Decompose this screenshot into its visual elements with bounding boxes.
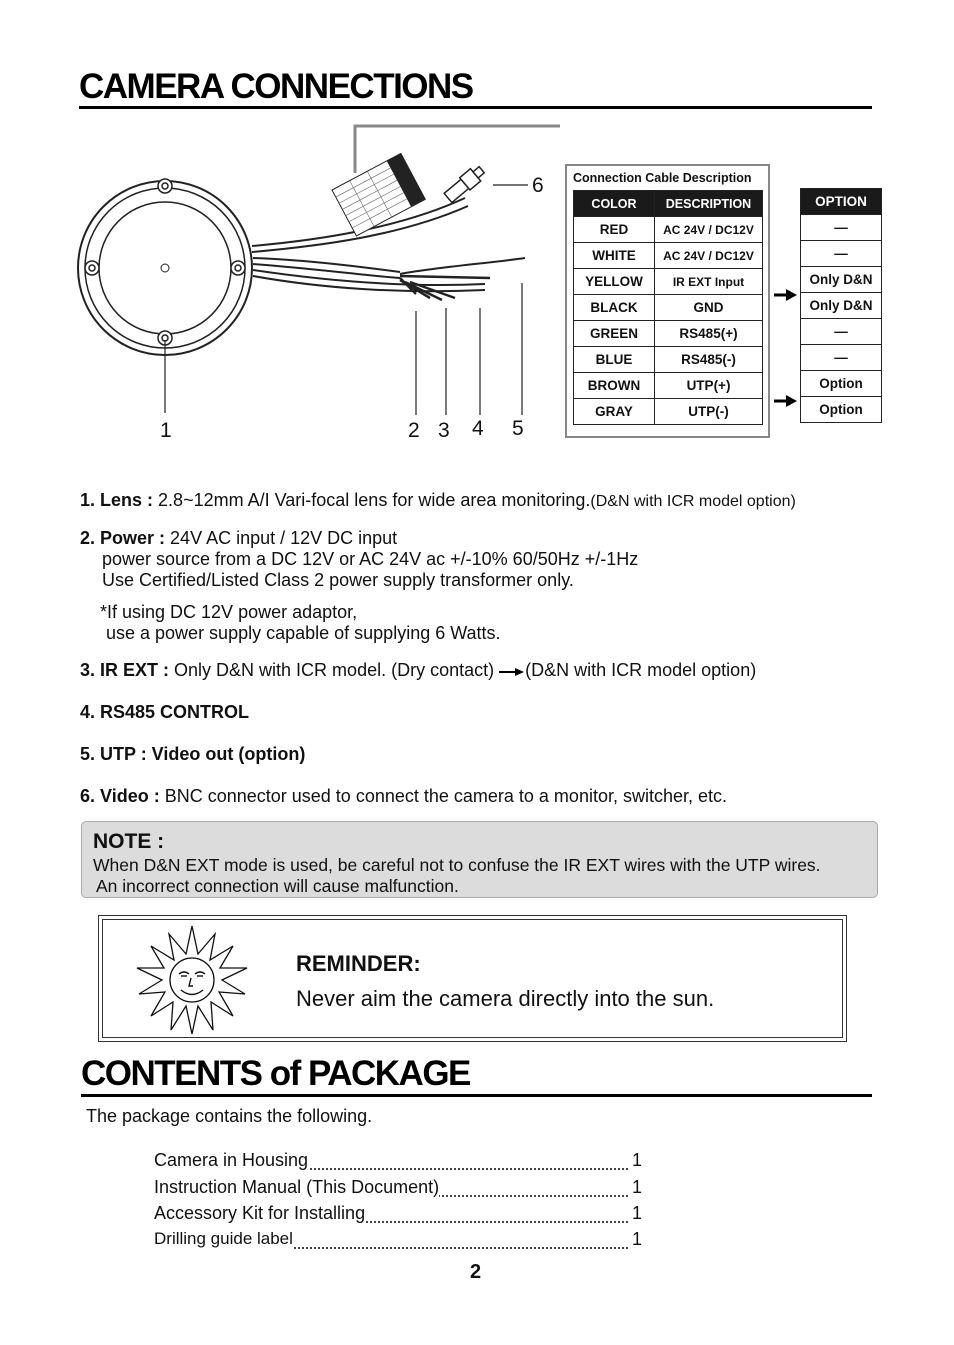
callout-3: 3	[438, 419, 450, 442]
table-row	[574, 321, 763, 347]
color-header: COLOR	[574, 191, 655, 217]
list-item	[154, 1150, 642, 1174]
item-power	[80, 528, 638, 644]
item-label: 6. Video :	[80, 786, 160, 806]
item-note: (D&N with ICR model option)	[525, 660, 757, 680]
item-rs485	[80, 702, 249, 723]
note-line-1: When D&N EXT mode is used, be careful not to confuse the IR EXT wires with the UTP wires.	[93, 855, 821, 875]
option-cell: Only D&N	[801, 267, 882, 293]
item-note: use a power supply capable of supplying 6 Watts.	[106, 623, 501, 643]
sun-icon	[135, 924, 249, 1036]
table-row	[574, 243, 763, 269]
cable-table-title: Connection Cable Description	[573, 171, 752, 185]
option-cell: —	[801, 241, 882, 267]
option-table	[800, 188, 882, 423]
item-label: 2. Power :	[80, 528, 166, 548]
item-label: 1. Lens :	[80, 490, 154, 510]
option-cell: —	[801, 215, 882, 241]
reminder-box	[98, 915, 847, 1042]
table-row	[574, 217, 763, 243]
item-text: BNC connector used to connect the camera to a monitor, switcher, etc.	[164, 786, 727, 806]
arrow-right-icon	[499, 661, 525, 682]
item-text-line: power source from a DC 12V or AC 24V ac +/-10% 60/50Hz +/-1Hz	[102, 549, 639, 569]
note-box	[81, 821, 878, 898]
package-item-name: Accessory Kit for Installing	[154, 1203, 366, 1223]
callout-4: 4	[472, 417, 484, 440]
wire-color: BROWN	[574, 373, 655, 399]
camera-diagram	[70, 118, 560, 448]
title-underline	[81, 1094, 872, 1097]
item-text: 24V AC input / 12V DC input	[170, 528, 398, 548]
item-utp	[80, 744, 305, 765]
wire-description: RS485(+)	[655, 321, 763, 347]
callout-5: 5	[512, 417, 524, 440]
wire-color: GREEN	[574, 321, 655, 347]
table-row	[574, 269, 763, 295]
section-title-package: CONTENTS of PACKAGE	[81, 1054, 470, 1093]
wire-description: AC 24V / DC12V	[655, 217, 763, 243]
item-label: 4. RS485 CONTROL	[80, 702, 250, 722]
reminder-title: REMINDER:	[296, 951, 421, 976]
section-title-connections: CAMERA CONNECTIONS	[79, 67, 473, 106]
wire-description: AC 24V / DC12V	[655, 243, 763, 269]
package-item-name: Instruction Manual (This Document)	[154, 1177, 440, 1197]
page-number: 2	[470, 1261, 482, 1283]
list-item	[154, 1229, 642, 1253]
wire-color: RED	[574, 217, 655, 243]
list-item	[154, 1177, 642, 1201]
wire-description: UTP(-)	[655, 399, 763, 425]
note-title: NOTE :	[93, 830, 165, 853]
table-row	[574, 347, 763, 373]
table-row	[574, 399, 763, 425]
wire-color: BLACK	[574, 295, 655, 321]
wire-color: GRAY	[574, 399, 655, 425]
package-item-qty: 1	[631, 1177, 642, 1197]
item-text-line: Use Certified/Listed Class 2 power supply transformer only.	[102, 570, 574, 590]
wire-color: WHITE	[574, 243, 655, 269]
package-item-qty: 1	[631, 1150, 642, 1170]
package-item-name: Camera in Housing	[154, 1150, 309, 1170]
reminder-text: Never aim the camera directly into the sun.	[296, 986, 715, 1011]
item-lens	[80, 490, 796, 512]
wire-color: BLUE	[574, 347, 655, 373]
package-intro: The package contains the following.	[86, 1106, 373, 1126]
wire-description: GND	[655, 295, 763, 321]
item-note: *If using DC 12V power adaptor,	[100, 602, 358, 622]
item-label: 3. IR EXT :	[80, 660, 170, 680]
callout-2: 2	[408, 419, 420, 442]
callout-6: 6	[532, 174, 544, 197]
option-header: OPTION	[801, 189, 882, 215]
item-note: (D&N with ICR model option)	[590, 493, 796, 510]
item-video	[80, 786, 727, 807]
item-text: 2.8~12mm A/I Vari-focal lens for wide area monitoring.	[158, 490, 591, 510]
table-row	[574, 373, 763, 399]
item-ir-ext	[80, 660, 756, 682]
package-item-name: Drilling guide label	[154, 1229, 293, 1248]
wire-description: UTP(+)	[655, 373, 763, 399]
description-header: DESCRIPTION	[655, 191, 763, 217]
cable-description-table	[565, 164, 770, 438]
option-cell: Option	[801, 397, 882, 423]
wire-description: RS485(-)	[655, 347, 763, 373]
package-item-qty: 1	[631, 1203, 642, 1223]
item-label: 5. UTP : Video out (option)	[80, 744, 306, 764]
option-arrows	[772, 284, 800, 410]
wire-description: IR EXT Input	[655, 269, 763, 295]
package-item-qty: 1	[631, 1229, 642, 1249]
title-underline	[79, 106, 872, 109]
item-text: Only D&N with ICR model. (Dry contact)	[174, 660, 495, 680]
option-cell: Option	[801, 371, 882, 397]
list-item	[154, 1203, 642, 1227]
option-cell: —	[801, 319, 882, 345]
callout-1: 1	[160, 419, 172, 442]
option-cell: Only D&N	[801, 293, 882, 319]
option-cell: —	[801, 345, 882, 371]
note-line-2: An incorrect connection will cause malfunction.	[96, 876, 459, 896]
wire-color: YELLOW	[574, 269, 655, 295]
table-row	[574, 295, 763, 321]
